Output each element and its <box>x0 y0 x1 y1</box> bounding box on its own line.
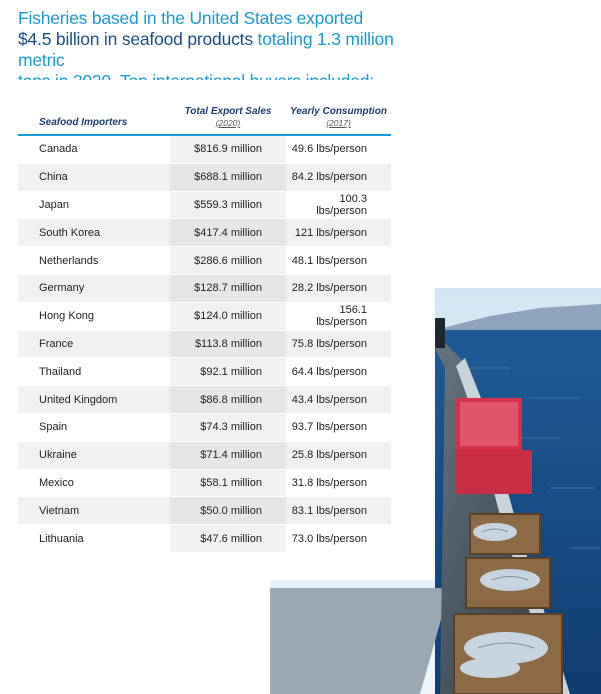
country-cell: China <box>18 163 170 191</box>
sales-cell: $286.6 million <box>170 247 286 275</box>
consumption-cell: 84.2 lbs/person <box>286 163 391 191</box>
header-total-export-sales <box>170 104 286 135</box>
sales-cell: $71.4 million <box>170 441 286 469</box>
table-row <box>18 525 391 553</box>
consumption-cell: 73.0 lbs/person <box>286 525 391 553</box>
consumption-cell: 64.4 lbs/person <box>286 358 391 386</box>
table-row <box>18 469 391 497</box>
country-cell: South Korea <box>18 219 170 247</box>
table-row <box>18 302 391 330</box>
header-yearly-consumption-label: Yearly Consumption <box>290 106 387 117</box>
header-yearly-consumption <box>286 104 391 135</box>
country-cell: Mexico <box>18 469 170 497</box>
table-row <box>18 386 391 414</box>
country-cell: Canada <box>18 135 170 163</box>
table-row <box>18 163 391 191</box>
header-seafood-importers: Seafood Importers <box>18 104 170 135</box>
sales-cell: $417.4 million <box>170 219 286 247</box>
table-row <box>18 247 391 275</box>
sales-cell: $559.3 million <box>170 191 286 219</box>
table-row <box>18 191 391 219</box>
country-cell: Thailand <box>18 358 170 386</box>
table-row <box>18 330 391 358</box>
country-cell: Vietnam <box>18 497 170 525</box>
consumption-cell: 93.7 lbs/person <box>286 413 391 441</box>
country-cell: United Kingdom <box>18 386 170 414</box>
consumption-cell: 48.1 lbs/person <box>286 247 391 275</box>
intro-highlight: $4.5 billion in seafood products <box>18 29 253 49</box>
country-cell: Lithuania <box>18 525 170 553</box>
country-cell: Hong Kong <box>18 302 170 330</box>
sales-cell: $86.8 million <box>170 386 286 414</box>
table-row <box>18 358 391 386</box>
consumption-cell: 75.8 lbs/person <box>286 330 391 358</box>
table-header-row <box>18 104 391 135</box>
country-cell: Japan <box>18 191 170 219</box>
consumption-cell: 31.8 lbs/person <box>286 469 391 497</box>
table-row <box>18 413 391 441</box>
sales-cell: $113.8 million <box>170 330 286 358</box>
sales-cell: $74.3 million <box>170 413 286 441</box>
consumption-cell: 121 lbs/person <box>286 219 391 247</box>
sales-cell: $50.0 million <box>170 497 286 525</box>
intro-line-2-rest: totaling 1.3 million metric <box>18 29 394 70</box>
table-row <box>18 135 391 163</box>
header-total-export-sales-label: Total Export Sales <box>184 106 272 117</box>
sales-cell: $124.0 million <box>170 302 286 330</box>
consumption-cell: 43.4 lbs/person <box>286 386 391 414</box>
consumption-cell: 25.8 lbs/person <box>286 441 391 469</box>
sales-cell: $47.6 million <box>170 525 286 553</box>
intro-line-1: Fisheries based in the United States exported <box>18 8 364 28</box>
seafood-importers-table <box>18 104 391 553</box>
consumption-cell: 49.6 lbs/person <box>286 135 391 163</box>
table-row <box>18 219 391 247</box>
table-body <box>18 135 391 552</box>
consumption-cell: 83.1 lbs/person <box>286 497 391 525</box>
table-row <box>18 274 391 302</box>
sales-cell: $92.1 million <box>170 358 286 386</box>
header-yearly-consumption-year: (2017) <box>326 118 351 128</box>
consumption-cell: 28.2 lbs/person <box>286 274 391 302</box>
country-cell: Netherlands <box>18 247 170 275</box>
country-cell: Ukraine <box>18 441 170 469</box>
sales-cell: $688.1 million <box>170 163 286 191</box>
sales-cell: $58.1 million <box>170 469 286 497</box>
table-row <box>18 497 391 525</box>
table-row <box>18 441 391 469</box>
sales-cell: $816.9 million <box>170 135 286 163</box>
consumption-cell: 156.1 lbs/person <box>286 302 391 330</box>
sales-cell: $128.7 million <box>170 274 286 302</box>
country-cell: Germany <box>18 274 170 302</box>
consumption-cell: 100.3 lbs/person <box>286 191 391 219</box>
country-cell: Spain <box>18 413 170 441</box>
header-total-export-sales-year: (2020) <box>215 118 241 128</box>
country-cell: France <box>18 330 170 358</box>
